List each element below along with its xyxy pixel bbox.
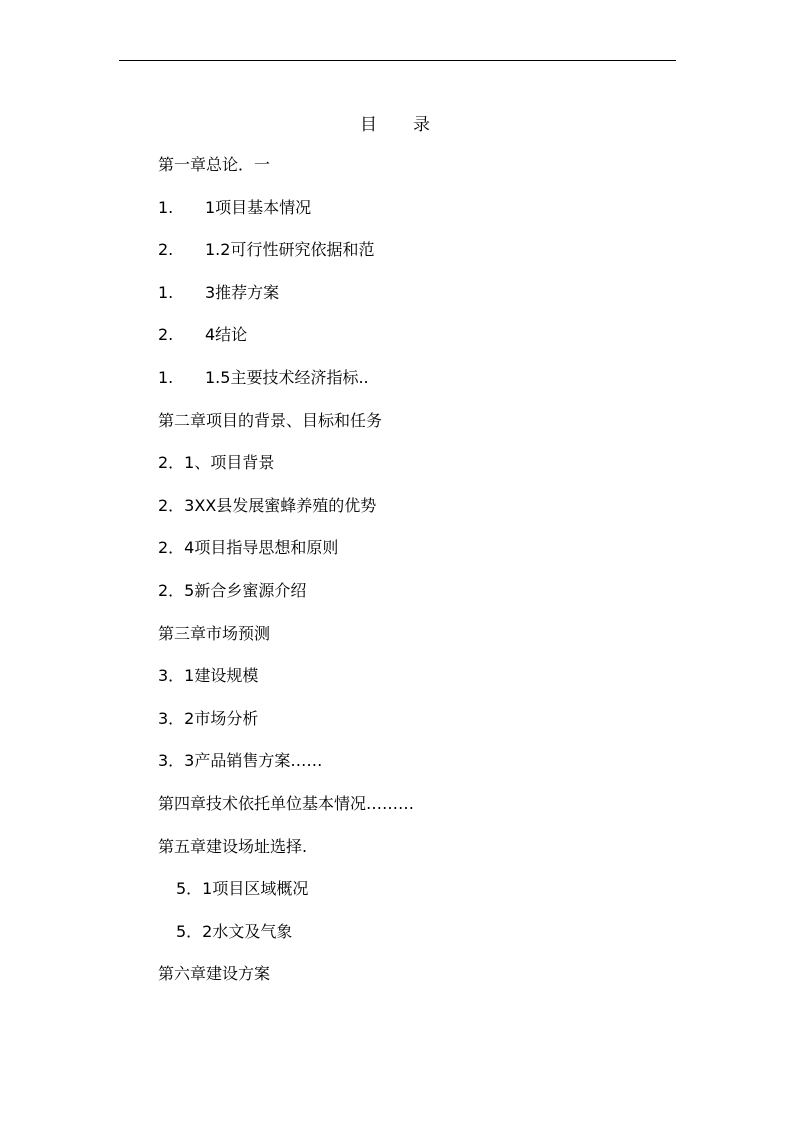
toc-entry <box>158 621 414 664</box>
toc-entry-number: 2. <box>158 240 174 260</box>
toc-entry <box>158 365 414 408</box>
toc-entry <box>158 578 414 621</box>
toc-entry-text: 1项目基本情况 <box>205 197 312 217</box>
toc-entry <box>158 919 414 962</box>
toc-entry-text: 第三章市场预测 <box>158 623 271 643</box>
toc-entry <box>158 706 414 749</box>
toc-entry-number: 1. <box>158 367 174 387</box>
toc-entry <box>158 322 414 365</box>
toc-entry-text: 5．1项目区域概况 <box>176 879 309 899</box>
toc-entry-text: 1.2可行性研究依据和范 <box>205 240 375 260</box>
toc-entry <box>158 961 414 1004</box>
toc-entry-text: 第二章项目的背景、目标和任务 <box>158 410 383 430</box>
toc-entry-number: 1. <box>158 197 174 217</box>
toc-entry <box>158 280 414 323</box>
toc-entry <box>158 535 414 578</box>
title-char-right: 录 <box>413 115 430 135</box>
toc-entry-text: 5．2水文及气象 <box>176 921 293 941</box>
toc-entry <box>158 237 414 280</box>
toc-entry-text: 第四章技术依托单位基本情况……… <box>158 793 415 813</box>
toc-entry <box>158 876 414 919</box>
title-char-left: 目 <box>360 115 377 135</box>
toc-entry <box>158 152 414 195</box>
toc-entry <box>158 195 414 238</box>
toc-entry <box>158 493 414 536</box>
toc-entry-text: 2．4项目指导思想和原则 <box>158 538 339 558</box>
toc-entry-text: 3．3产品销售方案…… <box>158 751 323 771</box>
table-of-contents <box>158 152 414 1004</box>
toc-entry-text: 第一章总论．一 <box>158 155 271 174</box>
toc-entry <box>158 834 414 877</box>
toc-entry-text: 1.5主要技术经济指标.. <box>205 367 369 387</box>
toc-entry <box>158 748 414 791</box>
toc-entry-text: 2．5新合乡蜜源介绍 <box>158 580 307 600</box>
toc-entry-text: 3．2市场分析 <box>158 708 259 728</box>
toc-entry-text: 2．3XX县发展蜜蜂养殖的优势 <box>158 495 377 515</box>
toc-entry <box>158 450 414 493</box>
toc-entry <box>158 663 414 706</box>
page-title <box>360 114 430 136</box>
toc-entry <box>158 408 414 451</box>
toc-entry-text: 3．1建设规模 <box>158 666 259 686</box>
toc-entry-text: 4结论 <box>205 325 248 345</box>
toc-entry <box>158 791 414 834</box>
toc-entry-text: 第六章建设方案 <box>158 964 271 984</box>
toc-entry-text: 第五章建设场址选择. <box>158 836 308 856</box>
header-rule <box>119 60 676 61</box>
toc-entry-text: 3推荐方案 <box>205 282 280 302</box>
toc-entry-number: 1. <box>158 282 174 302</box>
toc-entry-number: 2. <box>158 325 174 345</box>
toc-entry-text: 2．1、项目背景 <box>158 453 275 473</box>
